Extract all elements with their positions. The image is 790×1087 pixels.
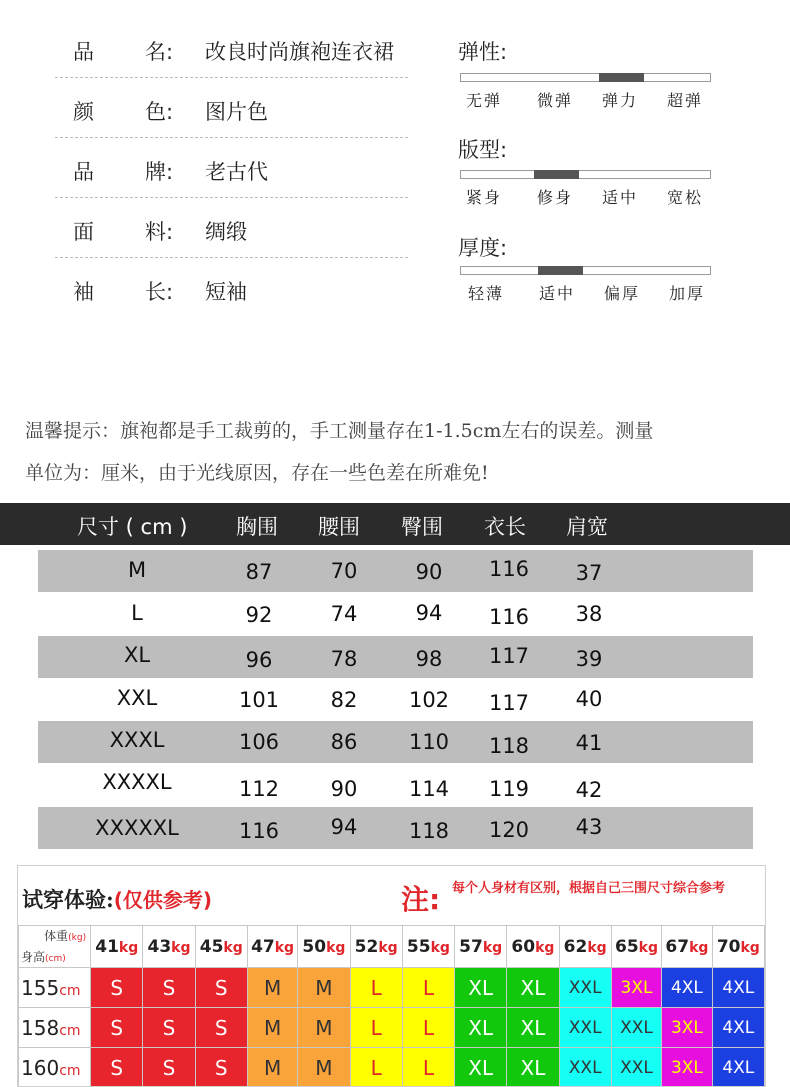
height-label (19, 1008, 91, 1048)
size-recommendation-cell: M (298, 968, 350, 1008)
size-recommendation-cell: S (91, 968, 143, 1008)
size-recommendation-cell: XXL (611, 1008, 661, 1048)
weight-unit: kg (535, 939, 555, 956)
size-cell: 92 (245, 603, 273, 627)
fit-note: 每个人身材有区别，根据自己三围尺寸综合参考 (452, 881, 726, 896)
scale-option: 轻薄 (468, 284, 505, 303)
height-unit: cm (59, 982, 81, 999)
height-unit: cm (59, 1022, 81, 1039)
attribute-label-1: 面 (73, 220, 94, 244)
size-recommendation-cell: XL (507, 1008, 559, 1048)
size-cell: 114 (408, 777, 450, 801)
size-cell: 120 (488, 818, 530, 842)
size-recommendation-cell: S (91, 1008, 143, 1048)
size-recommendation-cell: 3XL (662, 1048, 712, 1087)
size-cell: XXL (116, 686, 158, 710)
height-unit: cm (59, 1062, 81, 1079)
size-cell: 101 (238, 688, 280, 712)
weight-header (298, 926, 350, 968)
weight-value: 60 (511, 936, 536, 957)
height-row (19, 1008, 765, 1048)
weight-value: 50 (302, 936, 327, 957)
scale-bar (460, 73, 711, 82)
size-recommendation-cell: 4XL (662, 968, 712, 1008)
weight-header (247, 926, 297, 968)
size-cell: 106 (238, 730, 280, 754)
weight-header (662, 926, 712, 968)
size-recommendation-cell: 4XL (712, 1048, 764, 1087)
attribute-label-2: 色: (145, 100, 174, 124)
weight-unit: kg (638, 939, 659, 956)
scale-option: 偏厚 (604, 284, 641, 303)
fit-note-mark: 注: (401, 883, 441, 916)
size-cell: 90 (330, 777, 358, 801)
size-cell: L (131, 601, 143, 625)
height-label (19, 1048, 91, 1087)
fit-experience-panel (17, 865, 766, 1087)
attribute-label-1: 颜 (73, 100, 94, 124)
size-cell: 118 (408, 819, 450, 843)
size-cell: 102 (408, 688, 450, 712)
size-cell: 116 (488, 557, 530, 581)
size-cell: 38 (575, 602, 603, 626)
height-value: 158 (21, 1015, 60, 1040)
fit-grid (18, 925, 765, 1087)
weight-unit: kg (326, 939, 346, 956)
weight-header (507, 926, 559, 968)
size-recommendation-cell: M (298, 1008, 350, 1048)
size-cell: 118 (488, 734, 530, 758)
size-recommendation-cell: M (247, 1048, 297, 1087)
size-recommendation-cell: XXL (559, 968, 611, 1008)
size-cell: 78 (330, 647, 358, 671)
size-row (38, 721, 753, 763)
scale-option: 加厚 (669, 284, 706, 303)
weight-header (712, 926, 764, 968)
weight-value: 65 (615, 936, 639, 957)
attribute-label-1: 袖 (73, 280, 94, 304)
size-cell: 43 (575, 815, 603, 839)
size-cell: XXXXXL (95, 816, 179, 840)
size-cell: 116 (238, 819, 280, 843)
size-cell: 117 (488, 644, 530, 668)
size-cell: 37 (575, 561, 603, 585)
size-cell: 42 (575, 778, 603, 802)
size-cell: 110 (408, 730, 450, 754)
weight-value: 70 (716, 936, 741, 957)
weight-value: 62 (563, 936, 588, 957)
fit-title-text: 试穿体验: (22, 887, 114, 912)
size-recommendation-cell: XL (455, 1048, 507, 1087)
weight-value: 67 (665, 936, 690, 957)
size-recommendation-cell: L (402, 1048, 454, 1087)
size-cell: 86 (330, 730, 358, 754)
attribute-label-2: 料: (145, 220, 174, 244)
weight-value: 47 (251, 936, 275, 957)
size-row (38, 807, 753, 849)
size-recommendation-cell: S (143, 968, 195, 1008)
size-cell: M (127, 558, 147, 582)
scale-option: 修身 (537, 188, 574, 207)
fit-title-note: (仅供参考) (113, 888, 213, 912)
notice-text (25, 410, 785, 494)
scale-bar (460, 266, 711, 275)
size-row (38, 636, 753, 678)
weight-unit: kg (118, 939, 139, 956)
height-value: 155 (21, 975, 60, 1000)
notice-line: 单位为：厘米，由于光线原因，存在一些色差在所难免! (25, 462, 489, 484)
weight-header (195, 926, 247, 968)
attribute-value: 老古代 (205, 160, 268, 184)
scale-option: 超弹 (667, 91, 704, 110)
scale-indicator (538, 266, 583, 275)
scale-option: 适中 (539, 284, 576, 303)
size-table-header (0, 503, 790, 545)
weight-unit: kg (430, 939, 450, 956)
corner-height-unit: (cm) (45, 954, 66, 964)
weight-header (402, 926, 454, 968)
size-cell: XXXL (109, 728, 165, 752)
weight-unit: kg (689, 939, 709, 956)
height-label (19, 968, 91, 1008)
weight-header (455, 926, 507, 968)
header-waist: 腰围 (318, 515, 360, 539)
attribute-label-1: 品 (73, 40, 94, 64)
attribute-label-2: 名: (145, 40, 174, 64)
attribute-value: 短袖 (205, 280, 247, 304)
weight-unit: kg (274, 939, 295, 956)
size-recommendation-cell: M (247, 1008, 297, 1048)
size-recommendation-cell: L (350, 1048, 402, 1087)
corner-weight (44, 927, 86, 944)
size-recommendation-cell: S (195, 968, 247, 1008)
corner-height-label: 身高 (21, 950, 46, 964)
weight-value: 55 (406, 936, 431, 957)
size-recommendation-cell: XXL (559, 1048, 611, 1087)
weight-header (559, 926, 611, 968)
size-recommendation-cell: S (143, 1008, 195, 1048)
header-size: 尺寸 ( cm ) (77, 515, 188, 539)
attribute-row-name (55, 18, 408, 78)
size-recommendation-cell: XXL (559, 1008, 611, 1048)
weight-value: 52 (354, 936, 379, 957)
size-cell: XL (123, 643, 151, 667)
size-recommendation-cell: XL (455, 968, 507, 1008)
size-recommendation-cell: 3XL (611, 968, 661, 1008)
size-row (38, 679, 753, 721)
size-cell: 40 (575, 687, 603, 711)
scale-option: 宽松 (667, 188, 704, 207)
scale-title: 厚度: (458, 236, 508, 260)
size-cell: 119 (488, 777, 530, 801)
weight-value: 41 (95, 936, 119, 957)
size-recommendation-cell: L (350, 968, 402, 1008)
size-cell: 112 (238, 777, 280, 801)
attribute-label-2: 牌: (145, 160, 174, 184)
size-recommendation-cell: XL (507, 1048, 559, 1087)
corner-weight-label: 体重 (44, 929, 69, 943)
weight-value: 45 (199, 936, 224, 957)
size-recommendation-cell: M (298, 1048, 350, 1087)
weight-header (350, 926, 402, 968)
scale-indicator (534, 170, 579, 179)
size-recommendation-cell: S (143, 1048, 195, 1087)
size-row (38, 550, 753, 592)
size-recommendation-cell: XXL (611, 1048, 661, 1087)
scale-indicator (599, 73, 644, 82)
size-recommendation-cell: 3XL (662, 1008, 712, 1048)
size-recommendation-cell: S (195, 1008, 247, 1048)
size-cell: 82 (330, 688, 358, 712)
size-recommendation-cell: M (247, 968, 297, 1008)
scale-option: 适中 (602, 188, 639, 207)
weight-header-row (19, 926, 765, 968)
size-recommendation-cell: XL (507, 968, 559, 1008)
scale-bar (460, 170, 711, 179)
weight-unit: kg (740, 939, 760, 956)
weight-value: 43 (147, 936, 172, 957)
size-row (38, 764, 753, 806)
corner-weight-unit: (kg) (68, 933, 87, 943)
size-recommendation-cell: L (350, 1008, 402, 1048)
size-recommendation-cell: S (195, 1048, 247, 1087)
weight-unit: kg (482, 939, 503, 956)
size-cell: 90 (415, 560, 443, 584)
scale-option: 紧身 (466, 188, 503, 207)
weight-unit: kg (378, 939, 398, 956)
scale-option: 弹力 (602, 91, 639, 110)
weight-unit: kg (587, 939, 607, 956)
header-length: 衣长 (484, 515, 526, 539)
scale-option: 无弹 (466, 91, 503, 110)
fit-title (22, 884, 212, 914)
attribute-row-sleeve (55, 258, 408, 318)
size-recommendation-cell: L (402, 968, 454, 1008)
size-row (38, 593, 753, 635)
header-bust: 胸围 (236, 515, 278, 539)
size-cell: XXXXL (102, 770, 172, 794)
height-row (19, 1048, 765, 1087)
weight-header (143, 926, 195, 968)
size-recommendation-cell: 4XL (712, 968, 764, 1008)
height-value: 160 (21, 1055, 60, 1080)
attribute-label-1: 品 (73, 160, 94, 184)
size-cell: 117 (488, 691, 530, 715)
weight-unit: kg (171, 939, 191, 956)
size-cell: 96 (245, 648, 273, 672)
size-recommendation-cell: S (91, 1048, 143, 1087)
corner-height (21, 948, 66, 965)
size-cell: 39 (575, 647, 603, 671)
weight-value: 57 (459, 936, 483, 957)
size-cell: 94 (415, 601, 443, 625)
weight-header (91, 926, 143, 968)
size-cell: 41 (575, 731, 603, 755)
size-recommendation-cell: 4XL (712, 1008, 764, 1048)
size-recommendation-cell: L (402, 1008, 454, 1048)
attribute-value: 绸缎 (205, 220, 247, 244)
scale-title: 弹性: (458, 40, 508, 64)
weight-header (611, 926, 661, 968)
attribute-row-fabric (55, 198, 408, 258)
notice-line: 温馨提示：旗袍都是手工裁剪的，手工测量存在1-1.5cm左右的误差。测量 (25, 420, 654, 442)
attribute-row-brand (55, 138, 408, 198)
scale-title: 版型: (458, 138, 508, 162)
weight-unit: kg (223, 939, 243, 956)
header-shoulder: 肩宽 (566, 515, 608, 539)
size-recommendation-cell: XL (455, 1008, 507, 1048)
size-cell: 74 (330, 602, 358, 626)
attribute-value: 改良时尚旗袍连衣裙 (205, 40, 394, 64)
attribute-row-color (55, 78, 408, 138)
size-cell: 98 (415, 647, 443, 671)
size-cell: 70 (330, 559, 358, 583)
height-row (19, 968, 765, 1008)
attribute-value: 图片色 (205, 100, 268, 124)
scale-option: 微弹 (537, 91, 574, 110)
size-cell: 87 (245, 560, 273, 584)
size-cell: 116 (488, 605, 530, 629)
size-cell: 94 (330, 815, 358, 839)
grid-corner (19, 926, 91, 968)
attribute-label-2: 长: (145, 280, 174, 304)
header-hip: 臀围 (401, 515, 443, 539)
